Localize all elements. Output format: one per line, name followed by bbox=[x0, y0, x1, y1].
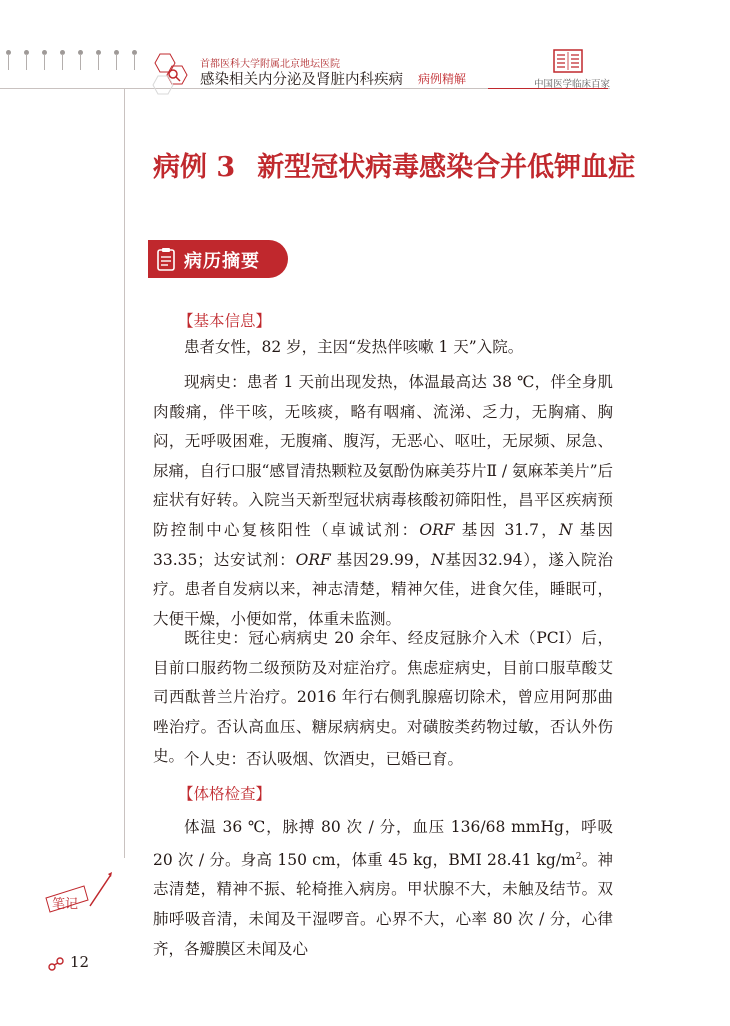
basic-info-line: 患者女性，82 岁，主因“发热伴咳嗽 1 天”入院。 bbox=[184, 338, 524, 356]
margin-rule bbox=[124, 88, 125, 858]
section-banner bbox=[148, 240, 288, 278]
physical-exam-paragraph: 体温 36 ℃，脉搏 80 次 / 分，血压 136/68 mmHg，呼吸 20 次 / 分。身高 150 cm，体重 45 kg，BMI 28.41 $kg/m^2$。神志清楚，精神不振、轮椅推入病房。甲状腺不大，未触及结节。双肺呼吸音清，未闻及干湿啰音。心界不大，心率 80 次 / 分，心律齐，各瓣膜区未闻及心 bbox=[153, 818, 613, 958]
header-series: 中国医学临床百家 bbox=[534, 79, 611, 90]
header-tag: 病例精解 bbox=[418, 72, 467, 86]
header-book-title: 感染相关内分泌及肾脏内科疾病 bbox=[200, 72, 403, 88]
notes-margin-icon bbox=[40, 870, 116, 922]
hexagon-logo-icon bbox=[150, 52, 200, 98]
past-history-paragraph: 既往史：冠心病病史 20 余年、经皮冠脉介入术（PCI）后，目前口服药物二级预防及对症治疗。焦虑症病史，目前口服草酸艾司西酞普兰片治疗。2016 年行右侧乳腺癌切除术，曾应用阿那曲唑治疗。否认高血压、糖尿病病史。对磺胺类药物过敏，否认外伤史。 bbox=[153, 629, 613, 766]
case-number: 病例 3 bbox=[153, 152, 236, 183]
footer-ornament-icon bbox=[48, 956, 66, 972]
basic-info-heading: 【基本信息】 bbox=[178, 312, 272, 330]
personal-history-paragraph: 个人史：否认吸烟、饮酒史，已婚已育。 bbox=[184, 750, 464, 768]
case-name: 新型冠状病毒感染合并低钾血症 bbox=[257, 152, 636, 183]
margin-note-label: 笔记 bbox=[52, 897, 79, 912]
physical-exam-heading: 【体格检查】 bbox=[178, 785, 272, 803]
seal-icon bbox=[553, 49, 583, 73]
page-number: 12 bbox=[70, 953, 90, 971]
header-pins bbox=[6, 50, 146, 76]
header-hospital: 首都医科大学附属北京地坛医院 bbox=[200, 59, 340, 70]
clipboard-icon bbox=[156, 247, 176, 271]
case-title bbox=[153, 145, 636, 184]
section-banner-label: 病历摘要 bbox=[184, 251, 260, 272]
present-illness-paragraph: 现病史：患者 1 天前出现发热，体温最高达 38 ℃，伴全身肌肉酸痛，伴干咳，无咳痰，略有咽痛、流涕、乏力，无胸痛、胸闷，无呼吸困难，无腹痛、腹泻，无恶心、呕吐，无尿频、尿急、尿痛，自行口服“感冒清热颗粒及氨酚伪麻美芬片Ⅱ / 氨麻苯美片”后症状有好转。入院当天新型冠状病毒核酸初筛阳性，昌平区疾病预防控制中心复核阳性（卓诚试剂：ORF 基因 31.7，N 基因 33.35；达安试剂：ORF 基因29.99，N基因32.94），遂入院治疗。患者自发病以来，神志清楚，精神欠佳，进食欠佳，睡眠可，大便干燥，小便如常，体重未监测。 bbox=[153, 373, 613, 628]
